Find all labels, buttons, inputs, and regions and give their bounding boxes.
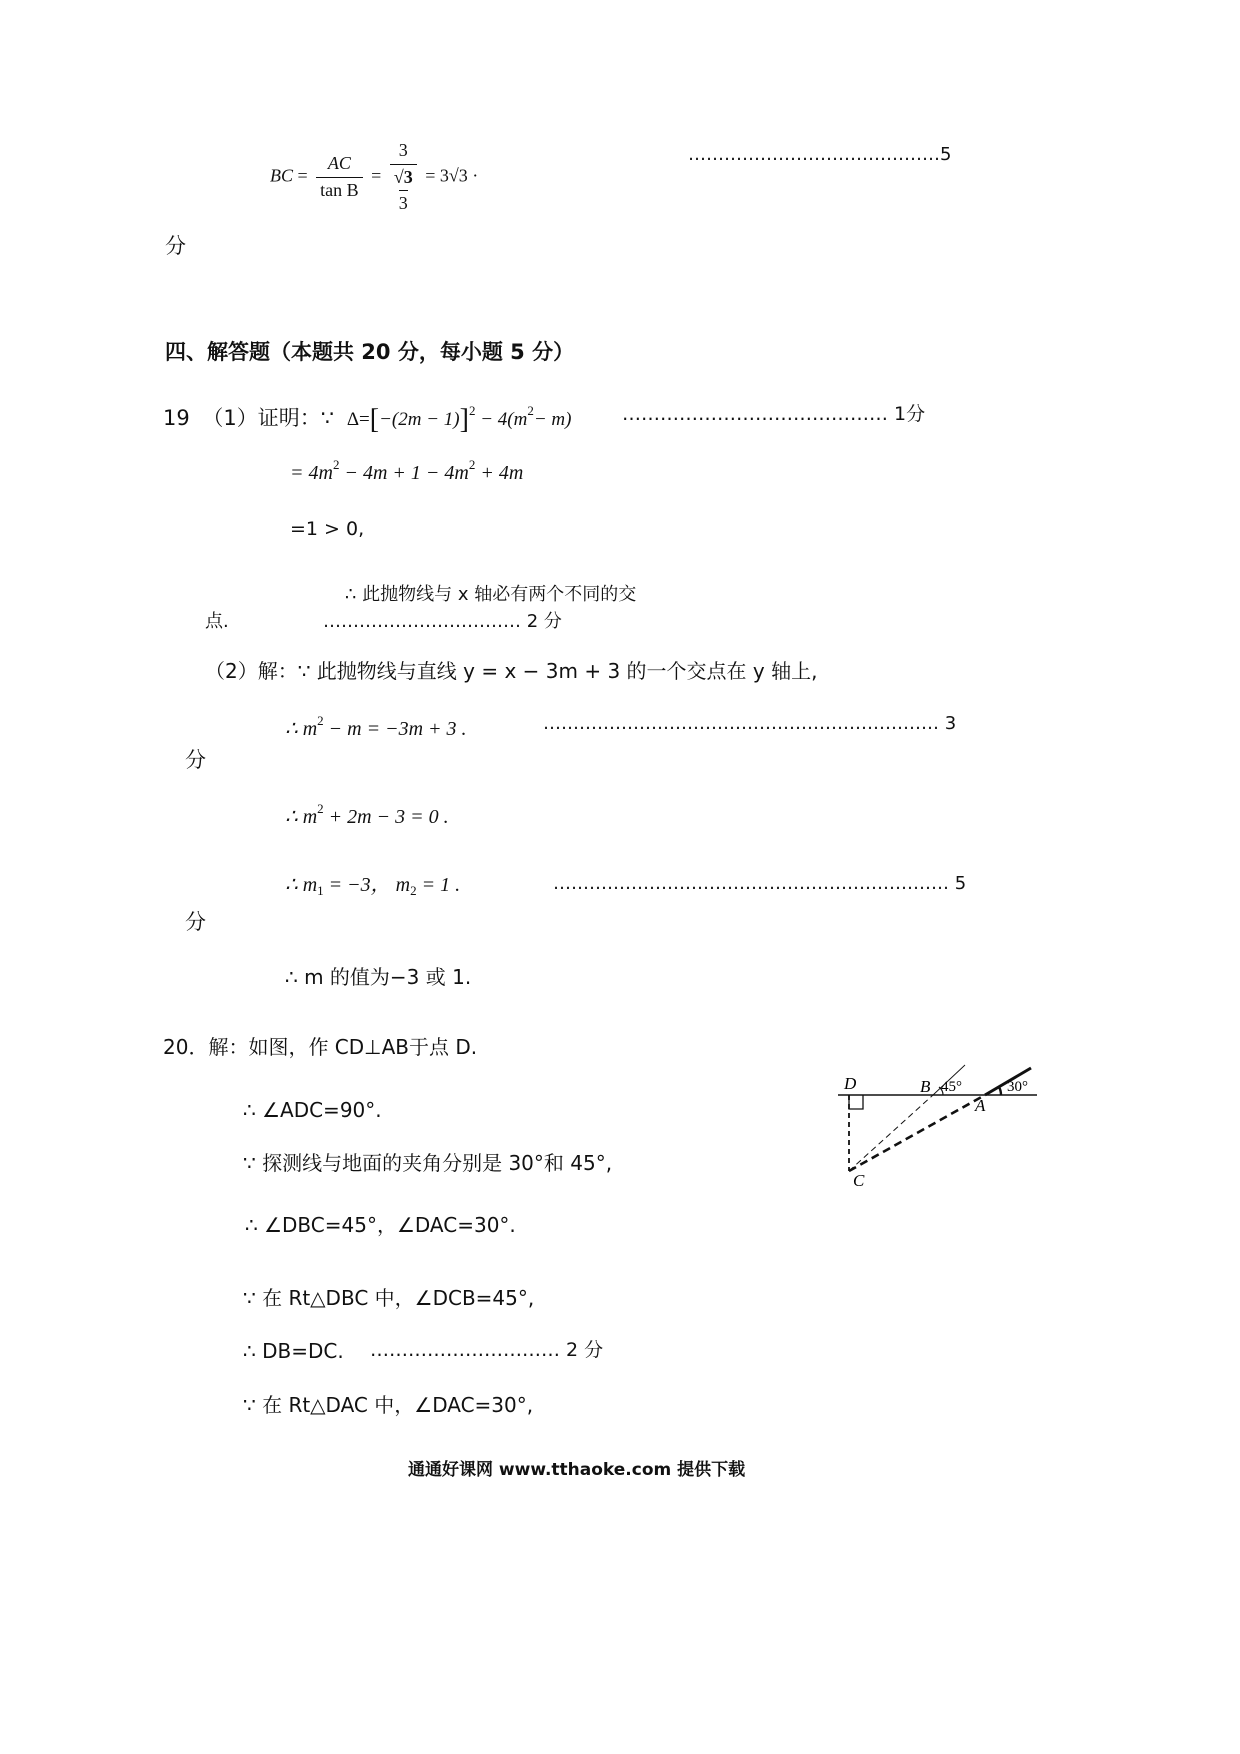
left-bracket: [ [369,404,380,435]
q19-number: 19 [163,406,190,430]
label-angle-45: 45° [941,1079,962,1095]
q19-score-5-fen: 分 [185,910,206,934]
q19-score-3: ………………………………………………………… 3 [543,713,957,734]
q20-line2: ∴ ∠ADC=90°. [243,1098,382,1122]
eq-2: = [371,165,382,186]
q19-delta-expression [346,403,572,435]
q19-score-1: …………………………………… 1分 [622,403,926,425]
bc-dashed-line [849,1095,933,1171]
q19-line1 [163,403,571,437]
denominator-tanb: tan B [316,177,363,202]
fraction-ac-tanb [316,153,363,201]
q20-score-2: ………………………… 2 分 [370,1339,604,1361]
q19-line5-dian: 点. [205,611,229,632]
q19-line6 [285,713,467,741]
q19-line7 [285,801,449,829]
q19-line4: ∴ 此抛物线与 x 轴必有两个不同的交 [345,584,637,605]
label-c: C [853,1171,865,1190]
section-heading: 四、解答题（本题共 20 分，每小题 5 分） [165,340,575,364]
sqrt3-den: 3 [399,190,408,215]
q20-line3: ∵ 探测线与地面的夹角分别是 30°和 45°, [243,1151,613,1175]
delta-inner: −(2m − 1) [379,409,460,430]
delta-minus-4m: − 4(m [480,409,528,430]
result-3sqrt3: 3√3 [439,165,468,186]
angle-30-arc [999,1087,1001,1095]
delta-sup-1: 2 [468,403,476,418]
l7-part-c: + 2m − 3 = 0 . [328,806,449,828]
q19-line3: =1 > 0, [290,518,365,540]
q19-line9: ∴ m 的值为−3 或 1. [285,965,472,989]
l8-part-a: ∴ m [285,874,318,896]
eq-1: = [297,165,308,186]
delta-minus-m: − m) [533,409,572,430]
q19-score-2: …………………………… 2 分 [323,611,562,632]
label-d: D [844,1074,857,1093]
l7-sup: 2 [317,801,324,816]
q19-line8 [285,873,460,899]
line2-sup-a: 2 [332,457,340,472]
q19-part1-label: （1）证明：∵ [202,406,335,430]
l6-part-c: − m = −3m + 3 . [328,718,467,740]
label-angle-30: 30° [1007,1079,1028,1095]
l7-part-a: ∴ m [285,806,318,828]
q19-score-5: ………………………………………………………… 5 [553,873,967,894]
q19-line2 [290,457,523,485]
right-angle-mark [849,1095,863,1109]
denominator-sqrt3-over-3 [390,164,417,215]
q20-line6: ∴ DB=DC. [243,1339,344,1363]
numerator-3: 3 [398,140,408,160]
score-dots-5-top: ……………………………………5 [688,144,952,165]
q19-score-3-fen: 分 [185,748,206,772]
right-bracket: ] [459,404,469,435]
footer-text: 通通好课网 www.tthaoke.com 提供下载 [408,1460,746,1480]
q19-part2: （2）解：∵ 此抛物线与直线 y = x − 3m + 3 的一个交点在 y 轴上, [205,659,818,683]
ac-dashed-line [849,1095,985,1171]
line2-part-a: = 4m [290,462,333,484]
delta-sign: Δ= [346,409,370,430]
q20-line1: 20．解：如图，作 CD⊥AB于点 D. [163,1035,478,1059]
dot-mark: · [472,165,479,186]
l8-sub-1: 1 [317,883,324,898]
q20-line4: ∴ ∠DBC=45°，∠DAC=30°. [245,1213,516,1237]
bc-formula [270,140,478,215]
line2-part-c: − 4m + 1 − 4m [344,462,469,484]
line2-sup-b: 2 [468,457,476,472]
sqrt3: √3 [393,166,413,187]
label-b: B [920,1077,931,1096]
l8-sub-2: 2 [410,883,417,898]
l6-part-a: ∴ m [285,718,318,740]
score-fen-top: 分 [165,234,186,258]
fraction-3-sqrt3 [390,140,417,215]
l6-sup: 2 [317,713,324,728]
line2-part-e: + 4m [480,462,524,484]
label-a: A [975,1096,986,1115]
l8-part-e: = 1 . [421,874,461,896]
delta-sup-2: 2 [527,403,534,418]
numerator-ac: AC [327,153,351,174]
q20-line5: ∵ 在 Rt△DBC 中，∠DCB=45°, [243,1286,535,1310]
eq-3: = [425,165,436,186]
geometry-figure [835,1055,1045,1190]
q20-line7: ∵ 在 Rt△DAC 中，∠DAC=30°, [243,1393,534,1417]
bc-label: BC [270,165,294,186]
l8-part-c: = −3， m [328,874,411,896]
